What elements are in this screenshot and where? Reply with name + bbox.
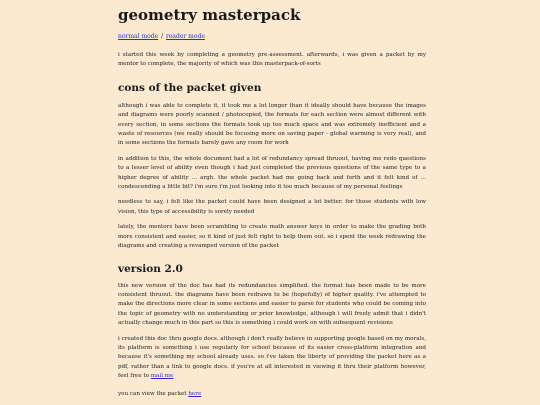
normal-mode-link[interactable]: normal mode <box>118 33 159 40</box>
intro-paragraph: i started this week by completing a geometry pre-assessment. afterwards, i was given a packet by my mentor to complete, the majority of which was this masterpack-of-sorts <box>118 52 426 68</box>
paragraph <box>118 335 426 382</box>
paragraph: this new version of the doc has had its redundancies simplified. the format has been made to be more consistent thruout. the diagrams have been redrawn to be (hopefully) of higher quality. i've attempted to make the directions more clear in some sections and easier to parse for students who could be coming into the topic of geometry with no understanding or prior knowledge, although i will freely admit that i didn't actually change much in this part so this is something i could work on with subsequent revisions <box>118 282 426 327</box>
page-title: geometry masterpack <box>118 6 301 24</box>
paragraph-text: you can view the packet <box>118 390 187 397</box>
paragraph: lately, the mentors have been scrambling to create math answer keys in order to make the grading both more consistent and easier, so it kind of just felt right to help them out. so i spent the week redrawing the diagrams and creating a revamped version of the packet <box>118 224 426 250</box>
paragraph: although i was able to complete it, it took me a lot longer than it ideally should have because the images and diagrams were poorly scanned / photocopied, the formats for each section were almost different with every section, in some sections the formats took up too much space and was extremely inefficient and a waste of resources (we really should be focusing more on saving paper - global warming is very real), and in some sections the formats barely gave any room for work <box>118 102 426 147</box>
article <box>118 6 426 399</box>
paragraph: in addition to this, the whole document had a lot of redundancy spread thruout, having me redo questions to a lesser level of ability even though i had just completed the previous questions of the same type to a higher degree of ability ... argh. the whole packet had me going back and forth and it felt kind of ... condescending a little bit? i'm sure i'm just looking into it too much because of my personal feelings <box>118 155 426 191</box>
packet-link[interactable]: here <box>188 390 202 397</box>
reader-mode-link[interactable]: reader mode <box>166 33 205 40</box>
paragraph-text: i created this doc thru google docs. although i don't really believe in supporting google based on my morals, its platform is something i use regularly for school because of its easier cross-platform integration and because it's something my school already uses. so i've taken the liberty of providing the packet here as a pdf, rather than a link to google docs. if you're at all interested in viewing it thru their platform however, feel free to <box>118 335 426 380</box>
paragraph: needless to say, i felt like the packet could have been designed a lot better. for those students with low vision, this type of accessibility is sorely needed <box>118 199 426 215</box>
mode-switcher <box>118 33 426 41</box>
paragraph <box>118 390 426 399</box>
section-heading-version: version 2.0 <box>118 262 183 275</box>
mail-me-link[interactable]: mail me <box>150 373 174 380</box>
mode-separator: / <box>161 33 164 40</box>
section-heading-cons: cons of the packet given <box>118 81 262 94</box>
